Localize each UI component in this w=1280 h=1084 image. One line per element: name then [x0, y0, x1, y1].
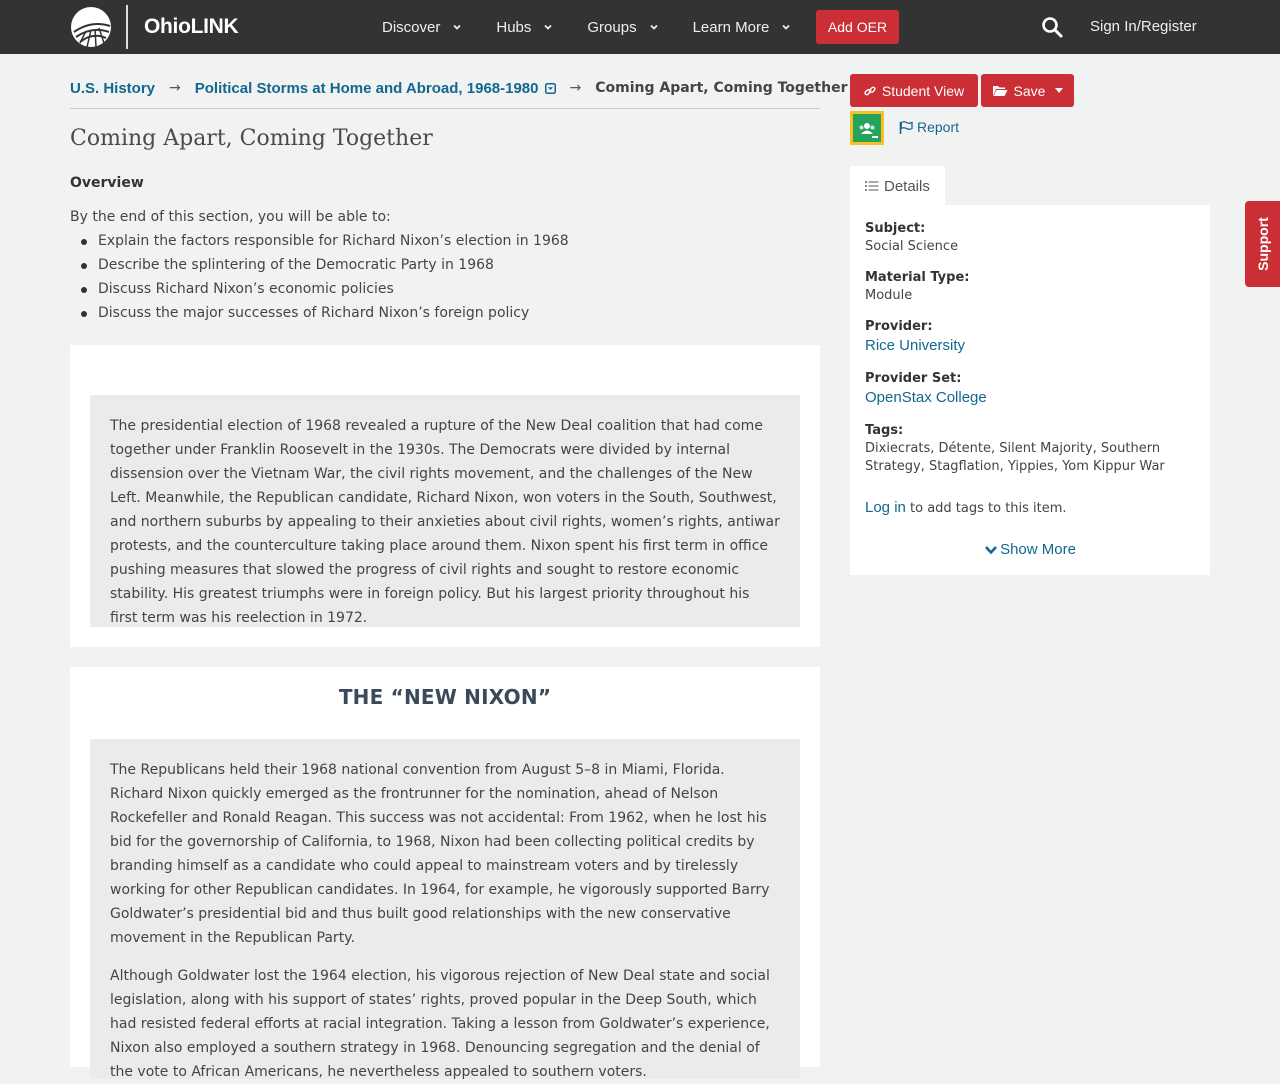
logo-divider [126, 5, 128, 49]
provider-set-link[interactable]: OpenStax College [865, 389, 987, 406]
intro-note-box [90, 395, 800, 627]
tags-value: Dixiecrats, Détente, Silent Majority, Southern Strategy, Stagflation, Yippies, Yom Kippur War [865, 441, 1165, 474]
section-title: THE “NEW NIXON” [338, 685, 552, 709]
details-panel [850, 205, 1210, 575]
subject-value: Social Science [865, 239, 959, 254]
nav-learn-more[interactable] [693, 19, 792, 36]
chevron-down-icon [452, 22, 462, 32]
tab-details[interactable] [850, 166, 945, 206]
google-classroom-icon [853, 114, 881, 142]
breadcrumb-separator: → [169, 80, 181, 96]
learning-objectives-list [70, 233, 810, 329]
dropdown-square-icon[interactable] [545, 83, 556, 94]
ohiolink-logo[interactable] [70, 5, 238, 49]
page-title: Coming Apart, Coming Together [70, 126, 433, 151]
chevron-down-icon [984, 544, 998, 556]
breadcrumb-us-history[interactable]: U.S. History [70, 80, 156, 97]
breadcrumb-separator: → [569, 80, 582, 96]
login-to-tag-line [865, 499, 1067, 516]
material-type-value: Module [865, 288, 913, 303]
top-navbar [0, 0, 1280, 54]
save-label: Save [1013, 82, 1046, 99]
nav-groups[interactable] [587, 19, 658, 36]
section-paragraph: The Republicans held their 1968 national convention from August 5–8 in Miami, Florida. Richard Nixon quickly emerged as the frontrunner for the nomination, ahead of Nelson Rockefeller and Ronald Reagan. This success was not accidental: From 1962, when he lost his bid for the governorship of California, to 1968, Nixon had been collecting political credits by branding himself as a candidate who could appeal to mainstream voters and by tirelessly working for other Republican candidates. In 1964, for example, he vigorously supported Barry Goldwater’s presidential bid and thus built good relationships with the new conservative movement in the Republican Party. [110, 762, 770, 946]
show-more-link[interactable] [850, 541, 1210, 558]
breadcrumb-political-storms[interactable] [195, 80, 556, 97]
provider-link[interactable]: Rice University [865, 337, 966, 354]
breadcrumb-current-label: Coming Apart, Coming Together [595, 80, 848, 96]
tags-label: Tags: [865, 423, 904, 438]
search-icon[interactable] [1041, 16, 1063, 38]
log-in-link[interactable]: Log in [865, 499, 906, 516]
intro-card [70, 345, 820, 647]
material-type-label: Material Type: [865, 270, 970, 285]
chevron-down-icon [781, 22, 791, 32]
sign-in-register-link[interactable]: Sign In/Register [1090, 18, 1197, 35]
breadcrumb [70, 80, 848, 108]
list-item: Discuss Richard Nixon’s economic policies [70, 281, 810, 305]
link-icon [864, 85, 876, 97]
list-item: Describe the splintering of the Democratic Party in 1968 [70, 257, 810, 281]
chevron-down-icon [649, 22, 659, 32]
objectives-intro: By the end of this section, you will be able to: [70, 209, 391, 225]
support-tab[interactable] [1245, 201, 1280, 287]
section-note-box [90, 739, 800, 1079]
intro-paragraph: The presidential election of 1968 revealed a rupture of the New Deal coalition that had come together under Franklin Roosevelt in the 1930s. The Democrats were divided by internal dissension over the Vietnam War, the civil rights movement, and the challenges of the New Left. Meanwhile, the Republican candidate, Richard Nixon, won voters in the South, Southwest, and northern suburbs by appealing to their anxieties about civil rights, women’s rights, antiwar protests, and the counterculture taking place around them. Nixon spent his first term in office pushing measures that slowed the progress of civil rights and sought to restore economic stability. His greatest triumphs were in foreign policy. But his largest priority throughout his first term was his reelection in 1972. [110, 418, 780, 626]
brand-name: OhioLINK [144, 15, 239, 38]
main-nav [382, 0, 825, 54]
support-label: Support [1254, 217, 1271, 271]
report-link[interactable] [899, 119, 959, 135]
breadcrumb-divider [70, 108, 820, 109]
section-card [70, 667, 820, 1080]
show-more-label: Show More [1000, 541, 1076, 558]
caret-down-icon [1055, 88, 1063, 93]
add-oer-button[interactable]: Add OER [816, 10, 899, 44]
subject-label: Subject: [865, 221, 926, 236]
student-view-button[interactable] [850, 74, 978, 107]
flag-icon [899, 121, 913, 134]
nav-learn-more-label: Learn More [692, 18, 770, 36]
tab-details-label: Details [884, 177, 930, 195]
nav-discover[interactable] [382, 19, 462, 36]
list-item: Explain the factors responsible for Richard Nixon’s election in 1968 [70, 233, 810, 257]
nav-groups-label: Groups [587, 18, 637, 36]
nav-hubs[interactable] [496, 19, 553, 36]
folder-open-icon [992, 85, 1008, 97]
breadcrumb-political-storms-label: Political Storms at Home and Abroad, 1968-1980 [194, 80, 539, 97]
list-icon [865, 180, 879, 192]
globe-logo-icon [70, 6, 112, 48]
nav-discover-label: Discover [382, 18, 441, 36]
list-item: Discuss the major successes of Richard Nixon’s foreign policy [70, 305, 810, 329]
student-view-label: Student View [881, 82, 965, 99]
nav-hubs-label: Hubs [496, 18, 532, 36]
save-button[interactable] [981, 74, 1074, 107]
report-label: Report [917, 119, 960, 135]
breadcrumb-current [595, 80, 864, 96]
section-paragraph: Although Goldwater lost the 1964 election, his vigorous rejection of New Deal state and social legislation, along with his support of states’ rights, proved popular in the Deep South, which had resisted federal efforts at racial integration. Taking a lesson from Goldwater’s experience, Nixon also employed a southern strategy in 1968. Denouncing segregation and the denial of the vote to African Americans, he nevertheless appealed to southern voters. [110, 968, 770, 1080]
provider-label: Provider: [865, 319, 933, 334]
chevron-down-icon [543, 22, 553, 32]
overview-heading: Overview [70, 175, 144, 191]
provider-set-label: Provider Set: [865, 371, 962, 386]
login-suffix: to add tags to this item. [905, 501, 1067, 516]
google-classroom-button[interactable] [850, 111, 884, 145]
